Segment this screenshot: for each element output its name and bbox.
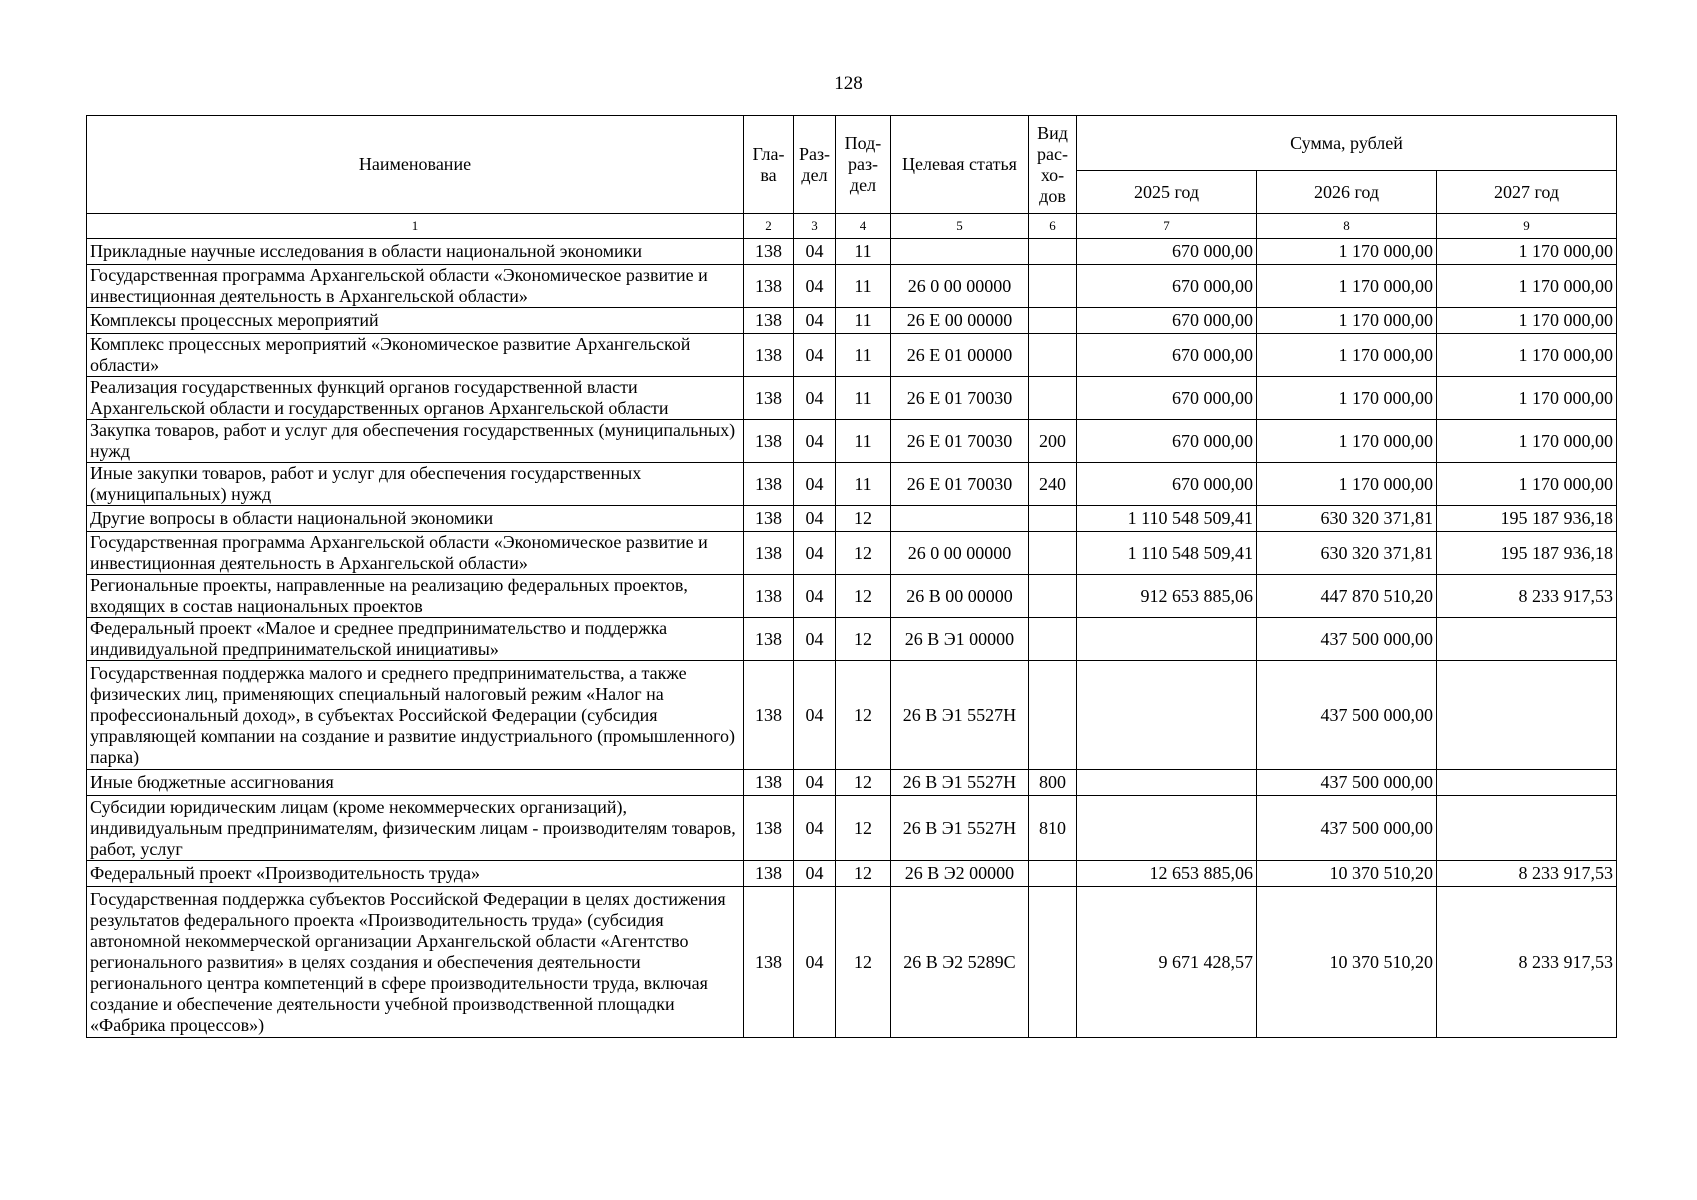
- row-amount-2026: 437 500 000,00: [1257, 618, 1437, 661]
- row-vid-raskhodov: [1029, 861, 1077, 887]
- header-year-2027: 2027 год: [1437, 171, 1617, 214]
- header-summa: Сумма, рублей: [1077, 116, 1617, 171]
- column-number: 5: [891, 214, 1029, 239]
- row-name: Региональные проекты, направленные на реализацию федеральных проектов, входящих в состав национальных проектов: [87, 575, 744, 618]
- column-number: 9: [1437, 214, 1617, 239]
- row-glava: 138: [744, 239, 794, 265]
- row-name: Иные бюджетные ассигнования: [87, 770, 744, 796]
- row-name: Субсидии юридическим лицам (кроме некоммерческих организаций), индивидуальным предпринимателям, физическим лицам - производителям товаров, работ, услуг: [87, 796, 744, 861]
- row-name: Реализация государственных функций органов государственной власти Архангельской области и государственных органов Архангельской области: [87, 377, 744, 420]
- row-glava: 138: [744, 377, 794, 420]
- row-amount-2026: 1 170 000,00: [1257, 239, 1437, 265]
- row-tselevaya-statya: [891, 239, 1029, 265]
- row-vid-raskhodov: [1029, 887, 1077, 1038]
- row-amount-2027: 1 170 000,00: [1437, 377, 1617, 420]
- row-vid-raskhodov: 200: [1029, 420, 1077, 463]
- row-podrazdel: 11: [836, 377, 891, 420]
- row-razdel: 04: [794, 861, 836, 887]
- column-number: 8: [1257, 214, 1437, 239]
- row-razdel: 04: [794, 796, 836, 861]
- row-glava: 138: [744, 575, 794, 618]
- row-vid-raskhodov: 800: [1029, 770, 1077, 796]
- row-amount-2027: [1437, 796, 1617, 861]
- row-amount-2027: 8 233 917,53: [1437, 887, 1617, 1038]
- row-podrazdel: 11: [836, 308, 891, 334]
- row-glava: 138: [744, 506, 794, 532]
- row-amount-2025: 670 000,00: [1077, 265, 1257, 308]
- row-tselevaya-statya: 26 Е 01 70030: [891, 377, 1029, 420]
- row-vid-raskhodov: [1029, 506, 1077, 532]
- row-razdel: 04: [794, 506, 836, 532]
- row-amount-2027: 195 187 936,18: [1437, 506, 1617, 532]
- row-vid-raskhodov: [1029, 532, 1077, 575]
- row-name: Другие вопросы в области национальной экономики: [87, 506, 744, 532]
- table-row: [87, 661, 1617, 770]
- column-number: 7: [1077, 214, 1257, 239]
- row-vid-raskhodov: [1029, 618, 1077, 661]
- row-amount-2026: 1 170 000,00: [1257, 420, 1437, 463]
- row-vid-raskhodov: [1029, 308, 1077, 334]
- row-name: Федеральный проект «Производительность труда»: [87, 861, 744, 887]
- row-amount-2026: 437 500 000,00: [1257, 770, 1437, 796]
- row-tselevaya-statya: 26 Е 01 70030: [891, 420, 1029, 463]
- row-razdel: 04: [794, 265, 836, 308]
- row-vid-raskhodov: 810: [1029, 796, 1077, 861]
- row-amount-2027: 1 170 000,00: [1437, 463, 1617, 506]
- header-year-2026: 2026 год: [1257, 171, 1437, 214]
- row-podrazdel: 12: [836, 796, 891, 861]
- row-amount-2027: [1437, 770, 1617, 796]
- row-podrazdel: 11: [836, 265, 891, 308]
- table-row: [87, 377, 1617, 420]
- row-amount-2026: 437 500 000,00: [1257, 796, 1437, 861]
- row-tselevaya-statya: 26 0 00 00000: [891, 532, 1029, 575]
- row-amount-2025: 9 671 428,57: [1077, 887, 1257, 1038]
- row-name: Федеральный проект «Малое и среднее предпринимательство и поддержка индивидуальной предпринимательской инициативы»: [87, 618, 744, 661]
- table-row: [87, 308, 1617, 334]
- row-tselevaya-statya: 26 В Э1 5527Н: [891, 770, 1029, 796]
- row-amount-2025: [1077, 618, 1257, 661]
- row-amount-2025: 670 000,00: [1077, 420, 1257, 463]
- row-name: Закупка товаров, работ и услуг для обеспечения государственных (муниципальных) нужд: [87, 420, 744, 463]
- header-podrazdel: Под-раз-дел: [836, 116, 891, 214]
- row-amount-2027: 1 170 000,00: [1437, 334, 1617, 377]
- row-podrazdel: 12: [836, 506, 891, 532]
- header-row-1: [87, 116, 1617, 171]
- header-razdel: Раз-дел: [794, 116, 836, 214]
- row-amount-2027: 195 187 936,18: [1437, 532, 1617, 575]
- row-vid-raskhodov: [1029, 334, 1077, 377]
- row-amount-2026: 1 170 000,00: [1257, 463, 1437, 506]
- table-row: [87, 887, 1617, 1038]
- row-glava: 138: [744, 532, 794, 575]
- row-amount-2025: 670 000,00: [1077, 239, 1257, 265]
- row-glava: 138: [744, 887, 794, 1038]
- row-name: Государственная программа Архангельской области «Экономическое развитие и инвестиционная деятельность в Архангельской области»: [87, 532, 744, 575]
- table-row: [87, 420, 1617, 463]
- row-tselevaya-statya: [891, 506, 1029, 532]
- row-glava: 138: [744, 796, 794, 861]
- row-amount-2026: 10 370 510,20: [1257, 861, 1437, 887]
- row-amount-2027: 1 170 000,00: [1437, 308, 1617, 334]
- row-name: Государственная поддержка субъектов Российской Федерации в целях достижения результатов федерального проекта «Производительность труда» (субсидия автономной некоммерческой организации Архангельской области «Агентство регионального развития» в целях создания и обеспечения деятельности регионального центра компетенций в сфере производительности труда, включая создание и обеспечение деятельности учебной производственной площадки «Фабрика процессов»): [87, 887, 744, 1038]
- row-vid-raskhodov: [1029, 377, 1077, 420]
- row-amount-2026: 630 320 371,81: [1257, 532, 1437, 575]
- row-amount-2025: 670 000,00: [1077, 308, 1257, 334]
- page-number: 128: [834, 73, 863, 94]
- row-tselevaya-statya: 26 В Э2 5289С: [891, 887, 1029, 1038]
- table-row: [87, 239, 1617, 265]
- row-tselevaya-statya: 26 Е 01 70030: [891, 463, 1029, 506]
- row-podrazdel: 12: [836, 887, 891, 1038]
- row-razdel: 04: [794, 661, 836, 770]
- table-row: [87, 861, 1617, 887]
- row-vid-raskhodov: [1029, 239, 1077, 265]
- row-amount-2026: 1 170 000,00: [1257, 377, 1437, 420]
- row-amount-2025: 1 110 548 509,41: [1077, 506, 1257, 532]
- row-podrazdel: 12: [836, 575, 891, 618]
- row-razdel: 04: [794, 618, 836, 661]
- header-year-2025: 2025 год: [1077, 171, 1257, 214]
- row-tselevaya-statya: 26 В Э1 00000: [891, 618, 1029, 661]
- row-razdel: 04: [794, 334, 836, 377]
- row-amount-2026: 1 170 000,00: [1257, 265, 1437, 308]
- table-body: [87, 239, 1617, 1038]
- row-razdel: 04: [794, 887, 836, 1038]
- column-number: 4: [836, 214, 891, 239]
- row-tselevaya-statya: 26 В Э1 5527Н: [891, 661, 1029, 770]
- row-amount-2027: 1 170 000,00: [1437, 239, 1617, 265]
- row-glava: 138: [744, 618, 794, 661]
- row-amount-2026: 437 500 000,00: [1257, 661, 1437, 770]
- row-vid-raskhodov: 240: [1029, 463, 1077, 506]
- row-glava: 138: [744, 334, 794, 377]
- row-razdel: 04: [794, 377, 836, 420]
- row-razdel: 04: [794, 308, 836, 334]
- row-glava: 138: [744, 265, 794, 308]
- row-amount-2026: 1 170 000,00: [1257, 334, 1437, 377]
- table-row: [87, 463, 1617, 506]
- column-number: 1: [87, 214, 744, 239]
- row-razdel: 04: [794, 532, 836, 575]
- row-glava: 138: [744, 463, 794, 506]
- row-amount-2027: 1 170 000,00: [1437, 420, 1617, 463]
- row-podrazdel: 11: [836, 334, 891, 377]
- row-name: Государственная программа Архангельской области «Экономическое развитие и инвестиционная деятельность в Архангельской области»: [87, 265, 744, 308]
- row-glava: 138: [744, 308, 794, 334]
- header-name: Наименование: [87, 116, 744, 214]
- row-amount-2026: 10 370 510,20: [1257, 887, 1437, 1038]
- header-glava: Гла-ва: [744, 116, 794, 214]
- row-amount-2027: 8 233 917,53: [1437, 861, 1617, 887]
- row-glava: 138: [744, 861, 794, 887]
- row-podrazdel: 11: [836, 420, 891, 463]
- column-number: 6: [1029, 214, 1077, 239]
- row-tselevaya-statya: 26 0 00 00000: [891, 265, 1029, 308]
- row-razdel: 04: [794, 239, 836, 265]
- row-tselevaya-statya: 26 В 00 00000: [891, 575, 1029, 618]
- table-row: [87, 796, 1617, 861]
- header-tselevaya-statya: Целевая статья: [891, 116, 1029, 214]
- header-vid-raskhodov: Вид рас-хо-дов: [1029, 116, 1077, 214]
- row-amount-2025: [1077, 661, 1257, 770]
- row-podrazdel: 12: [836, 861, 891, 887]
- row-glava: 138: [744, 420, 794, 463]
- row-amount-2027: [1437, 618, 1617, 661]
- row-name: Государственная поддержка малого и среднего предпринимательства, а также физических лиц, применяющих специальный налоговый режим «Налог на профессиональный доход», в субъектах Российской Федерации (субсидия управляющей компании на создание и развитие индустриального (промышленного) парка): [87, 661, 744, 770]
- row-razdel: 04: [794, 463, 836, 506]
- table-row: [87, 532, 1617, 575]
- table-row: [87, 506, 1617, 532]
- row-podrazdel: 12: [836, 618, 891, 661]
- row-amount-2027: 1 170 000,00: [1437, 265, 1617, 308]
- row-vid-raskhodov: [1029, 661, 1077, 770]
- row-amount-2026: 630 320 371,81: [1257, 506, 1437, 532]
- row-razdel: 04: [794, 770, 836, 796]
- row-razdel: 04: [794, 575, 836, 618]
- row-podrazdel: 12: [836, 770, 891, 796]
- column-number: 3: [794, 214, 836, 239]
- row-name: Прикладные научные исследования в области национальной экономики: [87, 239, 744, 265]
- row-amount-2025: 670 000,00: [1077, 463, 1257, 506]
- row-amount-2025: [1077, 770, 1257, 796]
- row-podrazdel: 11: [836, 239, 891, 265]
- row-vid-raskhodov: [1029, 575, 1077, 618]
- row-name: Иные закупки товаров, работ и услуг для обеспечения государственных (муниципальных) нужд: [87, 463, 744, 506]
- row-vid-raskhodov: [1029, 265, 1077, 308]
- row-amount-2025: 1 110 548 509,41: [1077, 532, 1257, 575]
- row-amount-2025: [1077, 796, 1257, 861]
- row-amount-2025: 670 000,00: [1077, 377, 1257, 420]
- budget-table: [86, 115, 1617, 1038]
- row-amount-2025: 912 653 885,06: [1077, 575, 1257, 618]
- row-tselevaya-statya: 26 В Э1 5527Н: [891, 796, 1029, 861]
- row-amount-2027: [1437, 661, 1617, 770]
- row-tselevaya-statya: 26 В Э2 00000: [891, 861, 1029, 887]
- table-row: [87, 575, 1617, 618]
- table-row: [87, 265, 1617, 308]
- row-amount-2026: 1 170 000,00: [1257, 308, 1437, 334]
- table-row: [87, 770, 1617, 796]
- row-razdel: 04: [794, 420, 836, 463]
- table-row: [87, 618, 1617, 661]
- row-amount-2027: 8 233 917,53: [1437, 575, 1617, 618]
- row-tselevaya-statya: 26 Е 01 00000: [891, 334, 1029, 377]
- row-podrazdel: 12: [836, 532, 891, 575]
- row-amount-2026: 447 870 510,20: [1257, 575, 1437, 618]
- row-amount-2025: 12 653 885,06: [1077, 861, 1257, 887]
- row-podrazdel: 11: [836, 463, 891, 506]
- row-podrazdel: 12: [836, 661, 891, 770]
- row-name: Комплексы процессных мероприятий: [87, 308, 744, 334]
- row-name: Комплекс процессных мероприятий «Экономическое развитие Архангельской области»: [87, 334, 744, 377]
- column-numbers-row: [87, 214, 1617, 239]
- row-glava: 138: [744, 770, 794, 796]
- row-tselevaya-statya: 26 Е 00 00000: [891, 308, 1029, 334]
- table-row: [87, 334, 1617, 377]
- row-glava: 138: [744, 661, 794, 770]
- column-number: 2: [744, 214, 794, 239]
- row-amount-2025: 670 000,00: [1077, 334, 1257, 377]
